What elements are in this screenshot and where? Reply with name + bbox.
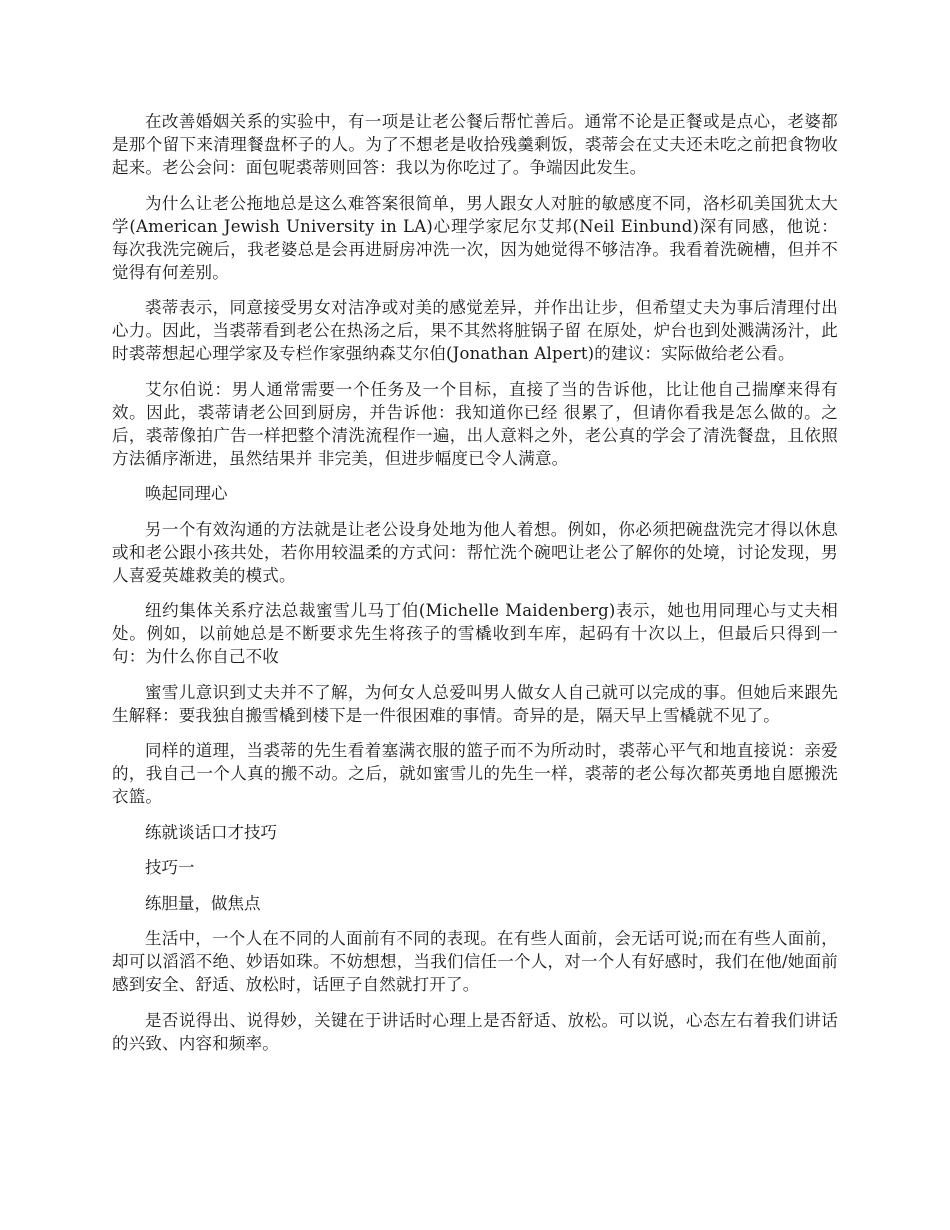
subheading-courage-focus: 练胆量，做焦点 [145, 893, 261, 913]
paragraph-2: 为什么让老公拖地总是这么难答案很简单，男人跟女人对脏的敏感度不同，洛杉矶美国犹太大学(American Jewish University in LA)心理学家尼尔艾邦(Neil Einbund)深有同感，他说：每次我洗完碗后，我老婆总是会再进厨房冲洗一次，因为她觉得不够洁净。我看着洗碗槽，但并不觉得有何差别。 [112, 193, 838, 282]
section-heading-empathy: 唤起同理心 [145, 484, 228, 503]
paragraph-7: 蜜雪儿意识到丈夫并不了解，为何女人总爱叫男人做女人自己就可以完成的事。但她后来跟先生解释：要我独自搬雪橇到楼下是一件很困难的事情。奇异的是，隔天早上雪橇就不见了。 [112, 682, 838, 725]
document-body [112, 110, 838, 1067]
paragraph-9: 生活中，一个人在不同的人面前有不同的表现。在有些人面前，会无话可说;而在有些人面前，却可以滔滔不绝、妙语如珠。不妨想想，当我们信任一个人，对一个人有好感时，我们在他/她面前感到安全、舒适、放松时，话匣子自然就打开了。 [112, 929, 838, 994]
paragraph-1: 在改善婚姻关系的实验中，有一项是让老公餐后帮忙善后。通常不论是正餐或是点心，老婆都是那个留下来清理餐盘杯子的人。为了不想老是收拾残羹剩饭，裘蒂会在丈夫还未吃之前把食物收起来。老公会问：面包呢裘蒂则回答：我以为你吃过了。争端因此发生。 [112, 112, 838, 177]
paragraph-4: 艾尔伯说：男人通常需要一个任务及一个目标，直接了当的告诉他，比让他自己揣摩来得有效。因此，裘蒂请老公回到厨房，并告诉他：我知道你已经 很累了，但请你看我是怎么做的。之后，裘蒂像拍广告一样把整个清洗流程作一遍，出人意料之外，老公真的学会了清洗餐盘，且依照方法循序渐进，虽然结果并 非完美，但进步幅度已令人满意。 [112, 379, 838, 468]
paragraph-6: 纽约集体关系疗法总裁蜜雪儿马丁伯(Michelle Maidenberg)表示，她也用同理心与丈夫相处。例如，以前她总是不断要求先生将孩子的雪橇收到车库，起码有十次以上，但最后只得到一句：为什么你自己不收 [112, 601, 838, 666]
paragraph-5: 另一个有效沟通的方法就是让老公设身处地为他人着想。例如，你必须把碗盘洗完才得以休息或和老公跟小孩共处，若你用较温柔的方式问：帮忙洗个碗吧让老公了解你的处境，讨论发现，男人喜爱英雄救美的模式。 [112, 519, 838, 585]
section-heading-speaking-skills: 练就谈话口才技巧 [145, 822, 277, 842]
paragraph-10: 是否说得出、说得妙，关键在于讲话时心理上是否舒适、放松。可以说，心态左右着我们讲话的兴致、内容和频率。 [112, 1010, 838, 1053]
paragraph-3: 裘蒂表示，同意接受男女对洁净或对美的感觉差异，并作出让步，但希望丈夫为事后清理付出心力。因此，当裘蒂看到老公在热汤之后，果不其然将脏锅子留 在原处，炉台也到处溅满汤汁，此时裘蒂想起心理学家及专栏作家强纳森艾尔伯(Jonathan Alpert)的建议：实际做给老公看。 [112, 298, 838, 363]
subheading-skill-one: 技巧一 [145, 858, 195, 877]
paragraph-8: 同样的道理，当裘蒂的先生看着塞满衣服的篮子而不为所动时，裘蒂心平气和地直接说：亲爱的，我自己一个人真的搬不动。之后，就如蜜雪儿的先生一样，裘蒂的老公每次都英勇地自愿搬洗衣篮。 [112, 741, 838, 806]
